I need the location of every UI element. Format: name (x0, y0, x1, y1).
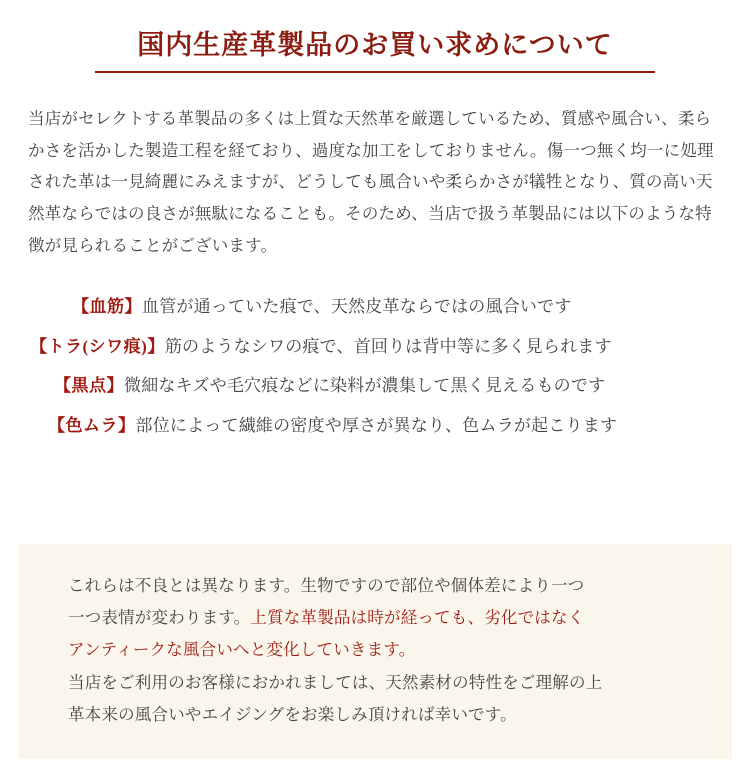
note-line-2-emphasis-2: 劣化ではなく (484, 608, 585, 628)
list-item (24, 366, 726, 406)
note-line-4: 当店をご利用のお客様におかれましては、天然素材の特性をご理解の上 (68, 672, 603, 692)
list-item (24, 287, 726, 327)
feature-tag: 【色ムラ】 (48, 415, 136, 435)
note-line-1: これらは不良とは異なります。生物ですので部位や個体差により一つ (68, 576, 585, 595)
feature-tag: 【血筋】 (72, 297, 142, 317)
page-title-block (0, 28, 750, 73)
feature-description: 血管が通っていた痕で、天然皮革ならではの風合いです (142, 297, 572, 317)
feature-tag: 【トラ(シワ痕)】 (30, 336, 165, 356)
feature-description: 部位によって繊維の密度や厚さが異なり、色ムラが起こります (135, 415, 618, 435)
feature-description: 微細なキズや毛穴痕などに染料が濃集して黒く見えるものです (124, 376, 606, 396)
note-line-2-plain: 一つ表情が変わります。 (68, 608, 251, 628)
feature-description: 筋のようなシワの痕で、首回りは背中等に多く見られます (164, 336, 612, 356)
list-item (24, 406, 726, 446)
note-line-2-emphasis-1: 上質な革製品は時が経っても、 (250, 608, 485, 628)
feature-tag: 【黒点】 (54, 376, 124, 396)
list-item (24, 327, 726, 367)
note-line-3-emphasis: アンティークな風合いへと変化していきます。 (68, 640, 416, 660)
title-underline-rule (95, 71, 655, 73)
feature-list (0, 287, 750, 445)
closing-note-box (18, 544, 732, 759)
leather-product-notice-page (0, 28, 750, 778)
page-title: 国内生産革製品のお買い求めについて (137, 30, 613, 60)
note-line-3 (52, 634, 698, 666)
intro-paragraph: 当店がセレクトする革製品の多くは上質な天然革を厳選しているため、質感や風合い、柔らかさを活かした製造工程を経ており、過度な加工をしておりません。傷一つ無く均一に処理された革は一見綺麗にみえますが、どうしても風合いや柔らかさが犠牲となり、質の高い天然革ならではの良さが無駄になることも。そのため、当店で扱う革製品には以下のような特徴が見られることがございます。 (28, 109, 714, 255)
note-line-5: 革本来の風合いやエイジングをお楽しみ頂ければ幸いです。 (68, 704, 517, 724)
note-line-2 (52, 602, 698, 634)
intro-section (0, 103, 750, 261)
